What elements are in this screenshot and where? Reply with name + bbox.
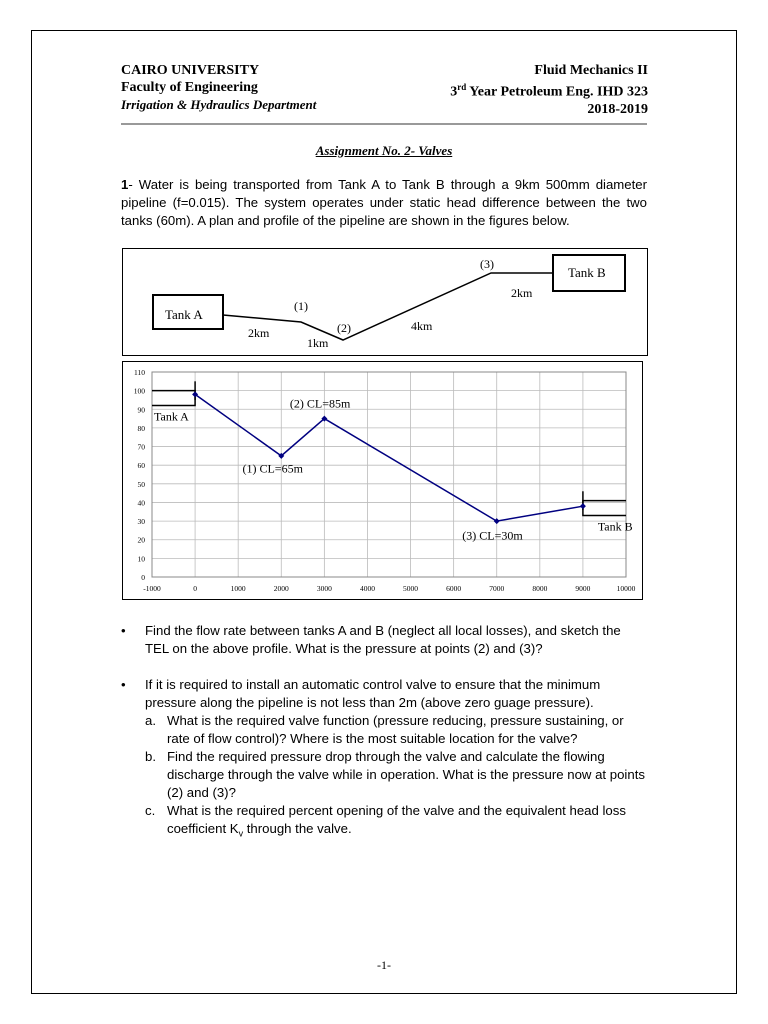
sub-item-a-text: What is the required valve function (pressure reducing, pressure sustaining, or rate of flow control)? Where is the most suitable location for the valve?	[167, 713, 624, 746]
x-tick-label: 1000	[230, 584, 246, 593]
x-tick-label: 7000	[489, 584, 505, 593]
question-number: 1	[121, 177, 129, 192]
sub-item-c-label: c.	[145, 803, 156, 818]
academic-year: 2018-2019	[587, 101, 648, 117]
assignment-title: Assignment No. 2- Valves	[315, 143, 453, 158]
bullet-2	[121, 676, 647, 712]
x-tick-label: 2000	[273, 584, 289, 593]
plan-point-1: (1)	[294, 299, 308, 313]
data-point	[580, 503, 586, 509]
y-tick-label: 90	[137, 405, 145, 415]
bullet-dot: •	[121, 623, 126, 638]
sub-item-b-text: Find the required pressure drop through the valve and calculate the flowing discharge through the valve while in operation. What is the pressure now at points (2) and (3)?	[167, 749, 645, 800]
plan-tank-b-label: Tank B	[568, 265, 606, 280]
sub-item-a-label: a.	[145, 713, 156, 728]
y-tick-label: 10	[137, 554, 145, 564]
plan-seg-2: 1km	[307, 336, 329, 350]
plan-figure	[122, 248, 648, 356]
annotation-point-1: (1) CL=65m	[242, 461, 303, 476]
bullet-dot: •	[121, 677, 126, 692]
bullet-1	[121, 622, 647, 658]
bullet-2-text: If it is required to install an automatic control valve to ensure that the minimum pressure along the pipeline is not less than 2m (above zero guage pressure).	[145, 677, 601, 710]
plan-point-2: (2)	[337, 321, 351, 335]
annotation-tank-b: Tank B	[597, 519, 633, 534]
tank-a-outline	[152, 391, 195, 406]
header-left	[121, 62, 316, 113]
department-name: Irrigation & Hydraulics Department	[121, 97, 317, 112]
plan-svg	[123, 249, 647, 355]
x-tick-label: 4000	[359, 584, 375, 593]
y-tick-label: 110	[134, 368, 145, 377]
y-tick-label: 20	[137, 535, 145, 545]
header-right	[450, 62, 648, 118]
plan-seg-4: 2km	[511, 286, 533, 300]
annotation-tank-a: Tank A	[154, 409, 189, 424]
y-tick-label: 80	[137, 423, 145, 433]
question-1	[121, 176, 647, 230]
annotation-point-2: (2) CL=85m	[289, 396, 351, 411]
header-divider	[121, 123, 647, 125]
chart-tanks	[152, 381, 626, 515]
annotation-point-3: (3) CL=30m	[462, 528, 523, 543]
y-tick-label: 40	[137, 498, 145, 508]
profile-chart-svg	[123, 362, 642, 599]
sub-item-a	[121, 712, 647, 748]
plan-seg-1: 2km	[248, 326, 270, 340]
course-name: Fluid Mechanics II	[534, 63, 648, 78]
plan-pipeline	[223, 273, 553, 340]
y-tick-label: 0	[141, 573, 145, 582]
sub-item-b-label: b.	[145, 749, 156, 764]
sub-item-c-text: What is the required percent opening of the valve and the equivalent head loss coefficient $K_v$ through the valve.	[167, 803, 626, 839]
chart-x-ticks	[143, 584, 635, 593]
chart-grid	[152, 372, 626, 577]
plan-tank-a-label: Tank A	[165, 307, 203, 322]
y-tick-label: 60	[137, 461, 145, 471]
y-tick-label: 30	[137, 517, 145, 527]
question-bullets	[121, 622, 647, 843]
x-tick-label: 8000	[532, 584, 548, 593]
profile-chart	[122, 361, 643, 600]
sub-item-c	[121, 802, 647, 843]
x-tick-label: 10000	[616, 584, 636, 593]
x-tick-label: 5000	[403, 584, 419, 593]
x-tick-label: -1000	[143, 584, 161, 593]
university-name: CAIRO UNIVERSITY	[121, 63, 260, 78]
plan-point-3: (3)	[480, 257, 494, 271]
sub-item-b	[121, 748, 647, 802]
x-tick-label: 3000	[316, 584, 332, 593]
course-year: 3rd Year Petroleum Eng. IHD 323	[450, 82, 648, 100]
bullet-1-text: Find the flow rate between tanks A and B (neglect all local losses), and sketch the TEL on the above profile. What is the pressure at points (2) and (3)?	[145, 623, 621, 656]
plan-seg-3: 4km	[411, 319, 433, 333]
x-tick-label: 9000	[575, 584, 591, 593]
faculty-name: Faculty of Engineering	[121, 80, 258, 95]
y-tick-label: 100	[133, 386, 145, 396]
plot-frame	[152, 372, 626, 577]
chart-y-ticks	[134, 368, 146, 582]
y-tick-label: 50	[137, 479, 145, 489]
question-text: - Water is being transported from Tank A to Tank B through a 9km 500mm diameter pipeline (f=0.015). The system operates under static head difference between the two tanks (60m). A plan and profile of the pipeline are shown in the figures below.	[121, 177, 647, 228]
x-tick-label: 0	[193, 584, 197, 593]
page-number: -1-	[377, 958, 391, 972]
y-tick-label: 70	[137, 442, 145, 452]
x-tick-label: 6000	[446, 584, 462, 593]
